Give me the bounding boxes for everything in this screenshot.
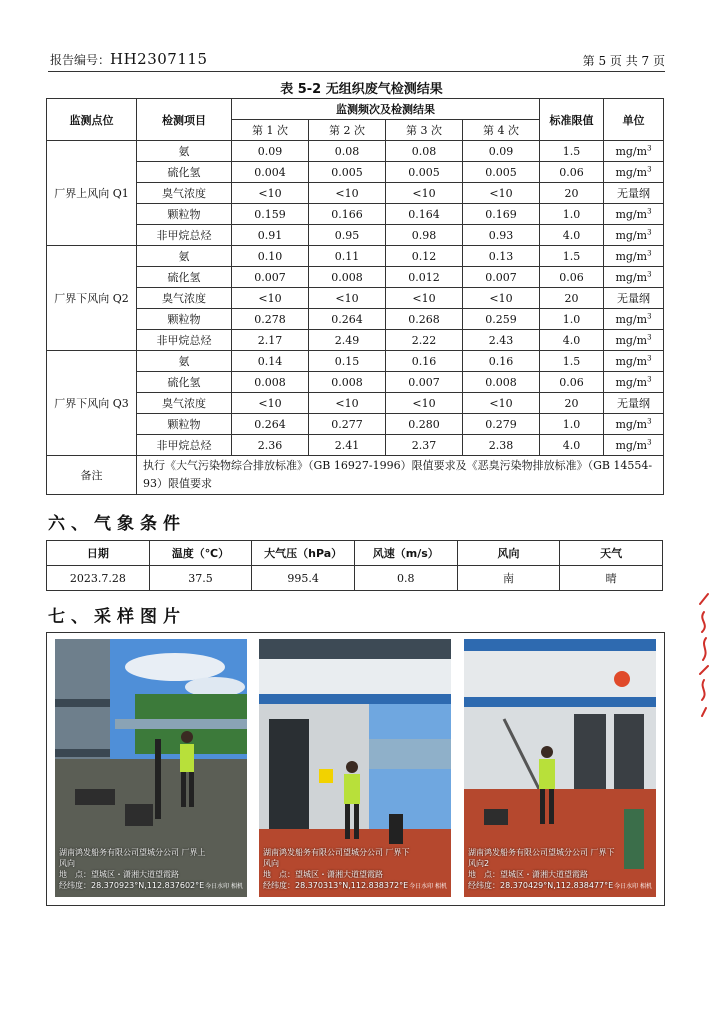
test-item: 氨: [137, 141, 232, 162]
test-item: 颗粒物: [137, 204, 232, 225]
table-row: [47, 393, 664, 414]
result-value: 0.012: [386, 267, 463, 288]
result-value: <10: [232, 183, 309, 204]
unit-value: [604, 414, 664, 435]
unit-text: mg/m: [615, 165, 648, 179]
weather-wind-speed: 0.8: [354, 566, 457, 591]
unit-text: mg/m: [615, 438, 648, 452]
test-item: 颗粒物: [137, 414, 232, 435]
sampling-photos: [46, 632, 665, 906]
report-number: [50, 50, 207, 68]
section-7-title: 七、采样图片: [48, 607, 186, 627]
result-value: 0.166: [309, 204, 386, 225]
table-row: [47, 372, 664, 393]
sampling-photo-upwind: [55, 639, 247, 897]
signature-mark: [694, 590, 714, 720]
result-value: <10: [309, 393, 386, 414]
result-value: 0.98: [386, 225, 463, 246]
result-value: 0.008: [309, 267, 386, 288]
unit-text: mg/m: [615, 144, 648, 158]
test-item: 硫化氢: [137, 372, 232, 393]
unit-text: mg/m: [615, 270, 648, 284]
result-value: 0.169: [463, 204, 540, 225]
note-row: [47, 456, 664, 495]
weather-date: 2023.7.28: [47, 566, 150, 591]
unit-value: [604, 288, 664, 309]
result-value: 0.007: [463, 267, 540, 288]
limit-value: 1.5: [540, 141, 604, 162]
test-item: 臭气浓度: [137, 288, 232, 309]
weather-value-row: [47, 566, 663, 591]
result-value: 2.36: [232, 435, 309, 456]
col-run-2: 第 2 次: [309, 120, 386, 141]
page-info: 第 5 页 共 7 页: [582, 54, 665, 68]
unit-text: 无量纲: [617, 397, 650, 410]
result-value: 0.12: [386, 246, 463, 267]
table-row: [47, 141, 664, 162]
test-item: 硫化氢: [137, 162, 232, 183]
sampling-photo-downwind-2: [464, 639, 656, 897]
photo-title-downwind-2: 湖南鸿发船务有限公司望城分公司 厂界下风向2: [468, 848, 615, 868]
limit-value: 4.0: [540, 225, 604, 246]
result-value: <10: [309, 183, 386, 204]
col-run-3: 第 3 次: [386, 120, 463, 141]
unit-value: [604, 393, 664, 414]
test-item: 氨: [137, 246, 232, 267]
table-row: [47, 414, 664, 435]
limit-value: 0.06: [540, 372, 604, 393]
section-6-title: 六、气象条件: [48, 514, 186, 534]
table-row: [47, 435, 664, 456]
result-value: 2.43: [463, 330, 540, 351]
weather-pressure: 995.4: [252, 566, 355, 591]
col-freq-group: 监测频次及检测结果: [232, 99, 540, 120]
result-value: 0.164: [386, 204, 463, 225]
table-row: [47, 267, 664, 288]
result-value: <10: [386, 183, 463, 204]
result-value: <10: [463, 393, 540, 414]
photo-caption-upwind: [59, 847, 207, 891]
report-number-value: HH2307115: [110, 50, 208, 68]
result-value: 0.264: [309, 309, 386, 330]
unit-superscript: 3: [647, 416, 652, 425]
unit-value: [604, 183, 664, 204]
unit-superscript: 3: [647, 248, 652, 257]
watermark-stamp-downwind-2: 今日水印 相机: [614, 883, 652, 890]
limit-value: 1.5: [540, 351, 604, 372]
result-value: 0.008: [232, 372, 309, 393]
test-item: 氨: [137, 351, 232, 372]
table-row: [47, 309, 664, 330]
unit-text: mg/m: [615, 354, 648, 368]
result-value: <10: [463, 183, 540, 204]
unit-superscript: 3: [647, 332, 652, 341]
limit-value: 4.0: [540, 435, 604, 456]
weather-temp: 37.5: [149, 566, 252, 591]
unit-superscript: 3: [647, 206, 652, 215]
result-value: 0.16: [386, 351, 463, 372]
result-value: <10: [386, 393, 463, 414]
table-row: [47, 204, 664, 225]
photo-address-downwind-2: 地 点：望城区・潇湘大道望霞路: [468, 870, 588, 879]
result-value: 0.91: [232, 225, 309, 246]
limit-value: 0.06: [540, 162, 604, 183]
sampling-photo-downwind: [259, 639, 451, 897]
result-value: 0.08: [309, 141, 386, 162]
test-item: 非甲烷总烃: [137, 435, 232, 456]
limit-value: 20: [540, 393, 604, 414]
result-value: 2.38: [463, 435, 540, 456]
weather-col-sky: 天气: [560, 541, 663, 566]
limit-value: 1.0: [540, 414, 604, 435]
result-value: 0.15: [309, 351, 386, 372]
table-row: [47, 246, 664, 267]
result-value: 0.93: [463, 225, 540, 246]
unit-text: mg/m: [615, 207, 648, 221]
photo-coords-downwind: 经纬度：28.370313°N,112.838372°E: [263, 881, 409, 890]
result-value: <10: [309, 288, 386, 309]
unit-value: [604, 204, 664, 225]
col-run-1: 第 1 次: [232, 120, 309, 141]
limit-value: 20: [540, 288, 604, 309]
report-number-label: 报告编号：: [50, 53, 111, 67]
weather-header-row: [47, 541, 663, 566]
result-value: 0.008: [463, 372, 540, 393]
table-row: [47, 351, 664, 372]
result-value: 0.277: [309, 414, 386, 435]
unit-value: [604, 162, 664, 183]
result-value: 2.17: [232, 330, 309, 351]
photo-title-downwind: 湖南鸿发船务有限公司望城分公司 厂界下风向: [263, 848, 410, 868]
result-value: 0.159: [232, 204, 309, 225]
col-item: 检测项目: [137, 99, 232, 141]
unit-text: mg/m: [615, 375, 648, 389]
result-value: 2.37: [386, 435, 463, 456]
test-item: 臭气浓度: [137, 183, 232, 204]
emission-results-table: [46, 98, 664, 495]
unit-superscript: 3: [647, 437, 652, 446]
result-value: 2.49: [309, 330, 386, 351]
limit-value: 1.5: [540, 246, 604, 267]
unit-superscript: 3: [647, 143, 652, 152]
table-row: [47, 288, 664, 309]
result-value: 0.11: [309, 246, 386, 267]
unit-value: [604, 435, 664, 456]
unit-value: [604, 351, 664, 372]
result-value: <10: [232, 288, 309, 309]
result-value: 0.259: [463, 309, 540, 330]
unit-value: [604, 309, 664, 330]
monitoring-point: 厂界下风向 Q2: [47, 246, 137, 351]
weather-col-temp: 温度（℃）: [149, 541, 252, 566]
unit-text: 无量纲: [617, 187, 650, 200]
limit-value: 1.0: [540, 309, 604, 330]
result-value: 0.007: [232, 267, 309, 288]
watermark-stamp-upwind: 今日水印 相机: [205, 883, 243, 890]
header-divider: [48, 71, 665, 72]
monitoring-point: 厂界下风向 Q3: [47, 351, 137, 456]
result-value: 0.005: [463, 162, 540, 183]
unit-text: mg/m: [615, 249, 648, 263]
photo-address-upwind: 地 点：望城区・潇湘大道望霞路: [59, 870, 179, 879]
unit-value: [604, 246, 664, 267]
weather-col-wind-speed: 风速（m/s）: [354, 541, 457, 566]
test-item: 颗粒物: [137, 309, 232, 330]
weather-col-wind-dir: 风向: [457, 541, 560, 566]
unit-superscript: 3: [647, 311, 652, 320]
table-row: [47, 162, 664, 183]
col-limit: 标准限值: [540, 99, 604, 141]
photo-address-downwind: 地 点：望城区・潇湘大道望霞路: [263, 870, 383, 879]
result-value: 0.95: [309, 225, 386, 246]
result-value: 0.10: [232, 246, 309, 267]
result-value: <10: [232, 393, 309, 414]
result-value: 2.41: [309, 435, 386, 456]
result-value: 0.264: [232, 414, 309, 435]
weather-table: [46, 540, 663, 591]
result-value: 0.005: [309, 162, 386, 183]
weather-wind-dir: 南: [457, 566, 560, 591]
weather-col-pressure: 大气压（hPa）: [252, 541, 355, 566]
limit-value: 0.06: [540, 267, 604, 288]
unit-value: [604, 141, 664, 162]
photo-coords-downwind-2: 经纬度：28.370429°N,112.838477°E: [468, 881, 614, 890]
photo-coords-upwind: 经纬度：28.370923°N,112.837602°E: [59, 881, 205, 890]
table-body: [47, 141, 664, 456]
result-value: 0.280: [386, 414, 463, 435]
test-item: 非甲烷总烃: [137, 225, 232, 246]
weather-sky: 晴: [560, 566, 663, 591]
result-value: <10: [463, 288, 540, 309]
note-label: 备注: [47, 456, 137, 495]
test-item: 非甲烷总烃: [137, 330, 232, 351]
unit-text: mg/m: [615, 312, 648, 326]
limit-value: 1.0: [540, 204, 604, 225]
limit-value: 4.0: [540, 330, 604, 351]
unit-superscript: 3: [647, 353, 652, 362]
result-value: 0.007: [386, 372, 463, 393]
result-value: 0.08: [386, 141, 463, 162]
result-value: 2.22: [386, 330, 463, 351]
unit-value: [604, 225, 664, 246]
unit-value: [604, 267, 664, 288]
unit-text: mg/m: [615, 417, 648, 431]
result-value: 0.005: [386, 162, 463, 183]
result-value: 0.09: [232, 141, 309, 162]
watermark-stamp-downwind: 今日水印 相机: [409, 883, 447, 890]
unit-text: 无量纲: [617, 292, 650, 305]
unit-value: [604, 330, 664, 351]
table-row: [47, 183, 664, 204]
unit-superscript: 3: [647, 227, 652, 236]
result-value: 0.14: [232, 351, 309, 372]
weather-col-date: 日期: [47, 541, 150, 566]
table-row: [47, 225, 664, 246]
monitoring-point: 厂界上风向 Q1: [47, 141, 137, 246]
result-value: 0.16: [463, 351, 540, 372]
unit-text: mg/m: [615, 333, 648, 347]
result-value: 0.279: [463, 414, 540, 435]
photo-caption-downwind: [263, 847, 411, 891]
photo-title-upwind: 湖南鸿发船务有限公司望城分公司 厂界上风向: [59, 848, 206, 868]
photo-caption-downwind-2: [468, 847, 616, 891]
unit-superscript: 3: [647, 164, 652, 173]
limit-value: 20: [540, 183, 604, 204]
col-unit: 单位: [604, 99, 664, 141]
test-item: 臭气浓度: [137, 393, 232, 414]
result-value: 0.268: [386, 309, 463, 330]
unit-value: [604, 372, 664, 393]
note-text: 执行《大气污染物综合排放标准》（GB 16927-1996）限值要求及《恶臭污染物排放标准》（GB 14554-93）限值要求: [137, 456, 664, 495]
unit-superscript: 3: [647, 374, 652, 383]
result-value: 0.13: [463, 246, 540, 267]
table-header-row: [47, 99, 664, 120]
result-value: 0.09: [463, 141, 540, 162]
col-run-4: 第 4 次: [463, 120, 540, 141]
result-value: <10: [386, 288, 463, 309]
test-item: 硫化氢: [137, 267, 232, 288]
table-title: 表 5-2 无组织废气检测结果: [280, 82, 443, 97]
result-value: 0.008: [309, 372, 386, 393]
result-value: 0.278: [232, 309, 309, 330]
unit-text: mg/m: [615, 228, 648, 242]
unit-superscript: 3: [647, 269, 652, 278]
result-value: 0.004: [232, 162, 309, 183]
col-point: 监测点位: [47, 99, 137, 141]
table-row: [47, 330, 664, 351]
